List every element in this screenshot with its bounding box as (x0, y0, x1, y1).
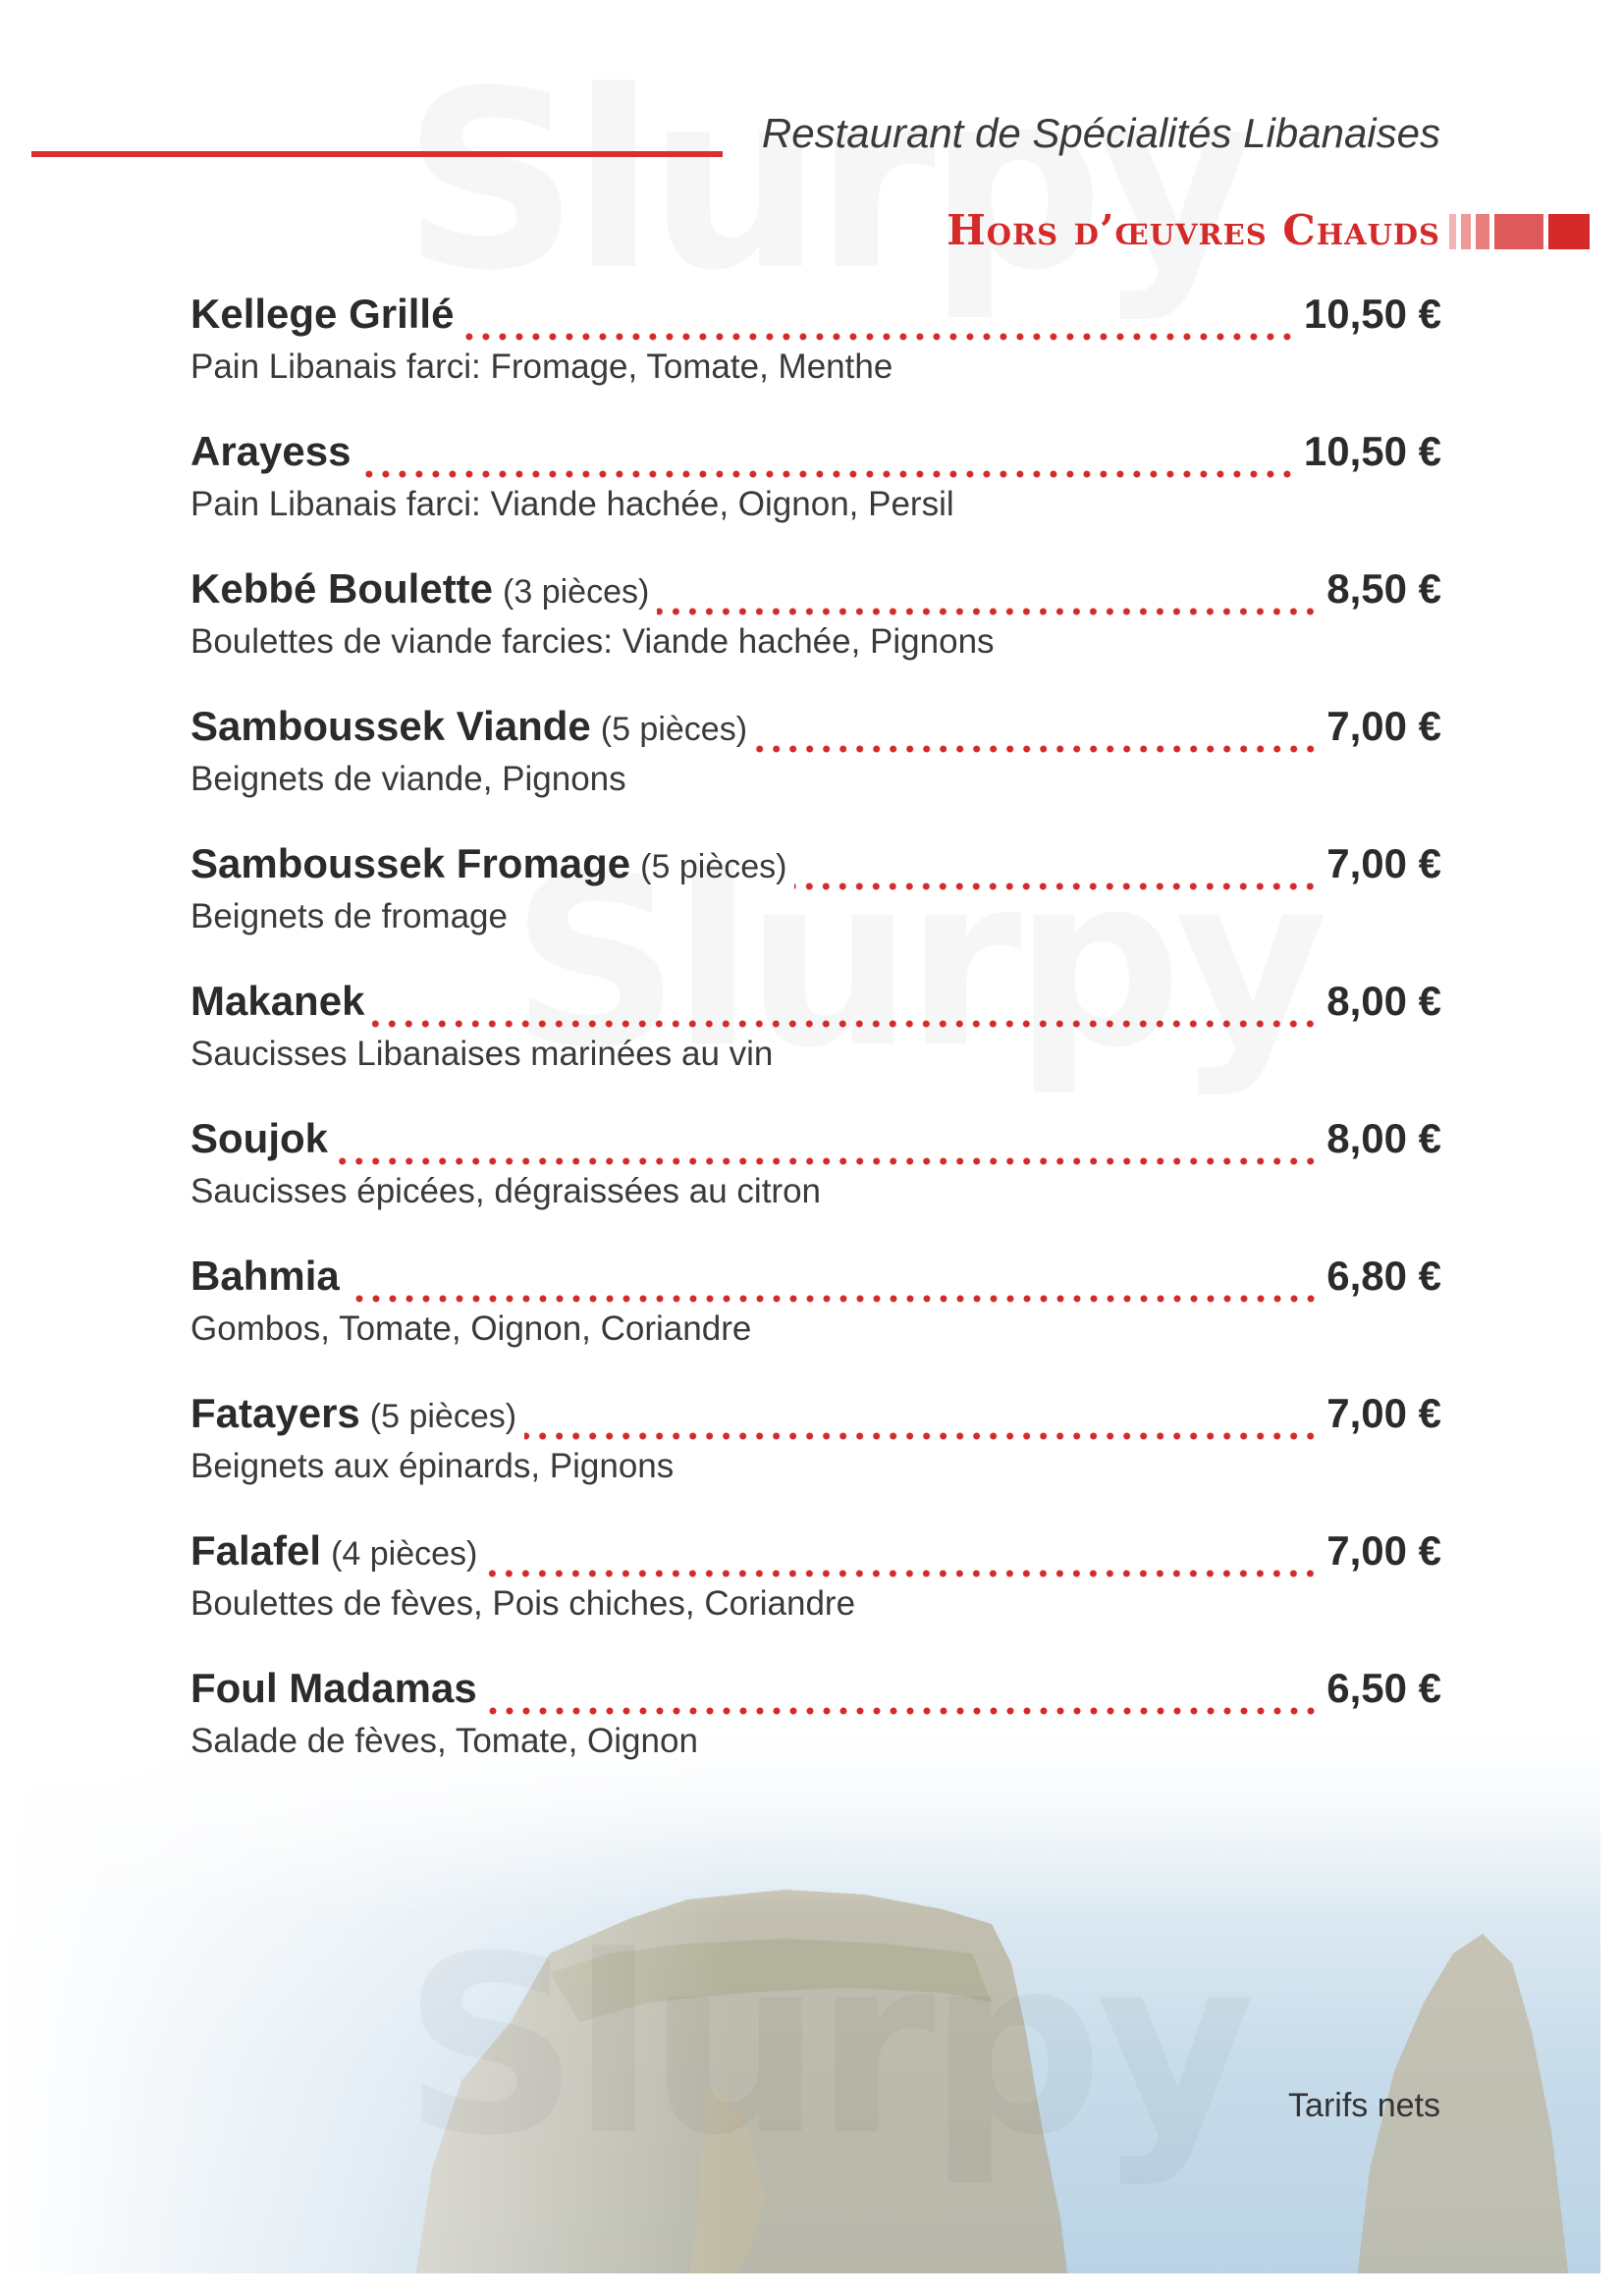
item-price: 8,50 € (1326, 565, 1441, 612)
item-name: Kellege Grillé (190, 291, 455, 337)
menu-item (190, 1390, 1441, 1527)
menu-item (190, 840, 1441, 978)
item-price: 7,00 € (1326, 1390, 1441, 1436)
section-title: Hors d’œuvres Chauds (947, 206, 1440, 254)
item-name: Falafel (190, 1527, 322, 1574)
dot-leader (485, 1569, 1319, 1578)
restaurant-name: Restaurant de Spécialités Libanaises (761, 110, 1440, 156)
item-description: Beignets de fromage (190, 897, 508, 935)
item-description: Boulettes de viande farcies: Viande hachée, Pignons (190, 622, 995, 661)
item-price: 8,00 € (1326, 1115, 1441, 1161)
item-quantity: (3 pièces) (503, 573, 650, 611)
dot-leader (485, 1706, 1319, 1716)
item-price: 10,50 € (1303, 291, 1441, 337)
item-description: Boulettes de fèves, Pois chiches, Coriandre (190, 1584, 856, 1623)
item-price: 7,00 € (1326, 1527, 1441, 1574)
item-price: 7,00 € (1326, 840, 1441, 886)
item-name: Arayess (190, 428, 352, 474)
dot-leader (372, 1019, 1319, 1029)
item-description: Saucisses Libanaises marinées au vin (190, 1035, 774, 1073)
item-price: 10,50 € (1303, 428, 1441, 474)
item-name: Soujok (190, 1115, 329, 1161)
dot-leader (524, 1431, 1319, 1441)
item-quantity: (5 pièces) (600, 711, 748, 748)
item-name: Kebbé Boulette (190, 565, 494, 612)
dot-leader (348, 1294, 1320, 1304)
dot-leader (358, 469, 1295, 479)
dot-leader (461, 332, 1295, 342)
dot-leader (755, 744, 1319, 754)
menu-item (190, 428, 1441, 565)
item-price: 6,80 € (1326, 1253, 1441, 1299)
item-description: Gombos, Tomate, Oignon, Coriandre (190, 1309, 752, 1348)
dot-leader (794, 881, 1319, 891)
menu-item (190, 1527, 1441, 1665)
menu-item (190, 1115, 1441, 1253)
item-description: Pain Libanais farci: Fromage, Tomate, Menthe (190, 347, 893, 386)
item-description: Pain Libanais farci: Viande hachée, Oignon, Persil (190, 485, 954, 523)
dot-leader (336, 1156, 1319, 1166)
item-name: Fatayers (190, 1390, 360, 1436)
item-name: Bahmia (190, 1253, 340, 1299)
item-description: Salade de fèves, Tomate, Oignon (190, 1722, 698, 1760)
menu-list (190, 291, 1441, 1802)
item-name: Foul Madamas (190, 1665, 477, 1711)
menu-item (190, 703, 1441, 840)
item-name: Makanek (190, 978, 365, 1024)
title-decoration-bars (1449, 214, 1590, 249)
item-name: Samboussek Viande (190, 703, 591, 749)
item-description: Saucisses épicées, dégraissées au citron (190, 1172, 822, 1210)
item-description: Beignets de viande, Pignons (190, 760, 626, 798)
item-quantity: (5 pièces) (640, 848, 787, 885)
item-description: Beignets aux épinards, Pignons (190, 1447, 675, 1485)
item-quantity: (5 pièces) (369, 1398, 517, 1435)
item-price: 7,00 € (1326, 703, 1441, 749)
menu-item (190, 978, 1441, 1115)
item-quantity: (4 pièces) (331, 1535, 478, 1573)
item-price: 6,50 € (1326, 1665, 1441, 1711)
menu-item (190, 1253, 1441, 1390)
menu-item (190, 1665, 1441, 1802)
footer-note: Tarifs nets (1288, 2087, 1440, 2124)
menu-item (190, 565, 1441, 703)
item-price: 8,00 € (1326, 978, 1441, 1024)
watermark-logo (403, 59, 1286, 304)
header-rule (31, 151, 723, 157)
dot-leader (657, 607, 1319, 616)
item-name: Samboussek Fromage (190, 840, 631, 886)
menu-item (190, 291, 1441, 428)
